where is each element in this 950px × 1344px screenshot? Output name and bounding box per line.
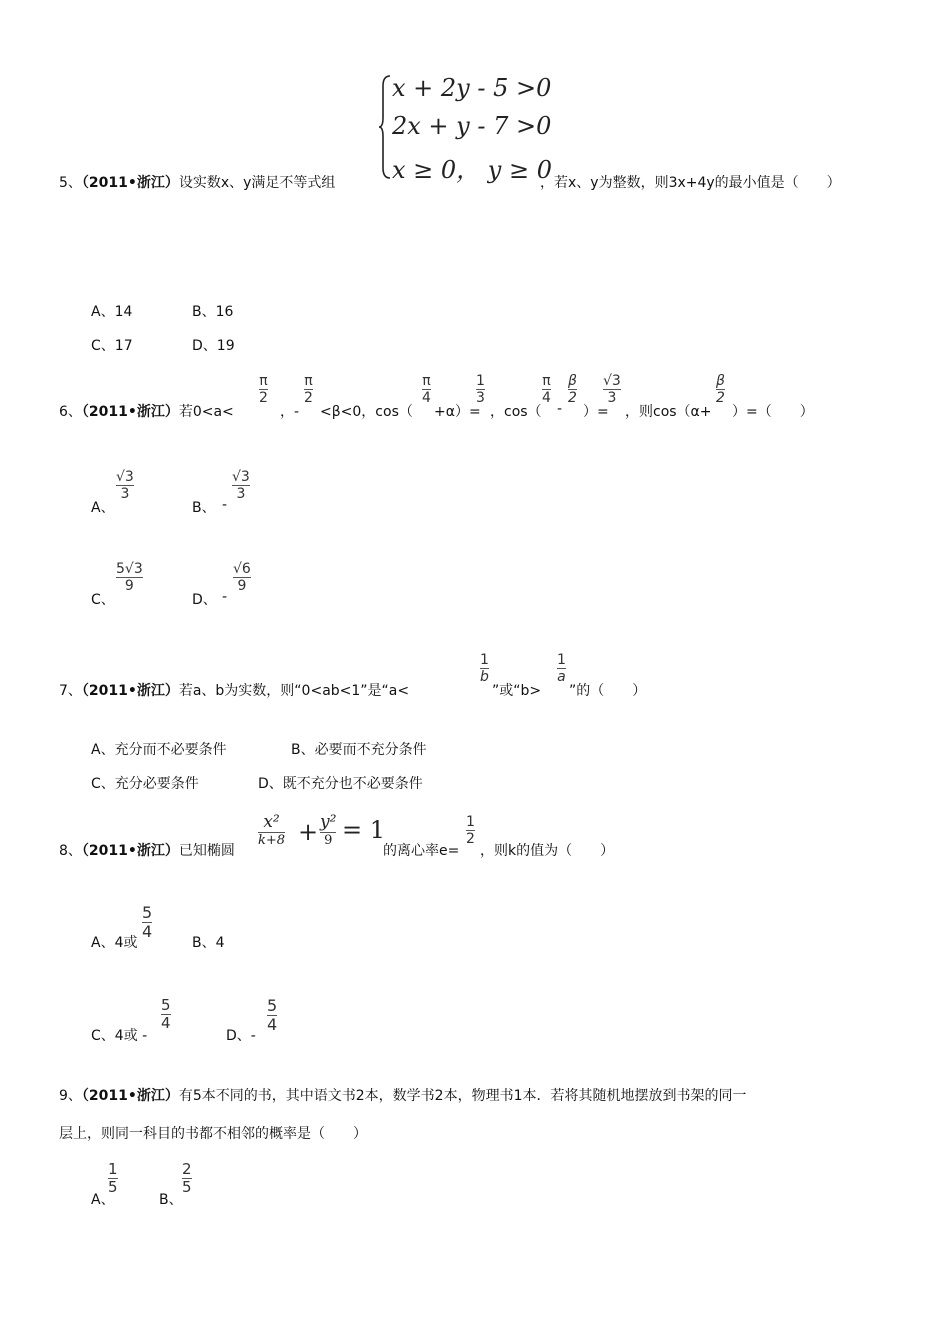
question-source: （2011•浙江） — [81, 404, 179, 420]
fraction-beta-2: β 2 — [568, 373, 577, 406]
question-number: 9、 — [59, 1088, 82, 1104]
fraction-1-2: 1 2 — [466, 814, 475, 847]
system-line-2: 2x + y - 7 >0 — [392, 112, 552, 140]
question-6-stem-1: 6、（2011•浙江）若0<a< — [59, 404, 234, 420]
fraction-1-3: 1 3 — [476, 373, 485, 406]
option-d[interactable]: D、既不充分也不必要条件 — [258, 776, 423, 792]
question-7-stem-1: 7、（2011•浙江）若a、b为实数，则“0<ab<1”是“a< — [59, 683, 410, 699]
ellipse-term-1: x² k+8 — [258, 812, 286, 848]
question-source: （2011•浙江） — [81, 843, 179, 859]
option-a[interactable]: A、充分而不必要条件 — [91, 742, 227, 758]
question-number: 5、 — [59, 175, 82, 191]
fraction-sqrt3-3: √3 3 — [603, 373, 621, 406]
fraction-beta-2: β 2 — [716, 373, 725, 406]
fraction-pi-2: π 2 — [304, 373, 313, 406]
option-b[interactable]: B、必要而不充分条件 — [291, 742, 427, 758]
fraction-pi-2: π 2 — [259, 373, 268, 406]
system-line-3: x ≥ 0， y ≥ 0 — [392, 156, 552, 184]
question-source: （2011•浙江） — [81, 1088, 179, 1104]
option-d[interactable]: D、19 — [192, 338, 235, 354]
question-9-stem-1: 9、（2011•浙江）有5本不同的书，其中语文书2本，数学书2本，物理书1本．若将其随机地摆放到书架的同一 — [59, 1088, 747, 1104]
ellipse-equals: = 1 — [342, 816, 386, 844]
fraction-pi-4: π 4 — [542, 373, 551, 406]
fraction-pi-4: π 4 — [422, 373, 431, 406]
question-5-stem — [59, 172, 335, 192]
question-source: （2011•浙江） — [81, 175, 179, 191]
system-line-1: x + 2y - 5 >0 — [392, 74, 552, 102]
question-number: 8、 — [59, 843, 82, 859]
option-b[interactable]: B、16 — [192, 304, 234, 320]
question-source: （2011•浙江） — [81, 683, 179, 699]
question-number: 6、 — [59, 404, 82, 420]
question-text: 设实数x、y满足不等式组 — [178, 175, 336, 191]
question-9-stem-2: 层上，则同一科目的书都不相邻的概率是（ ） — [59, 1126, 367, 1142]
ellipse-term-2: y² 9 — [320, 812, 337, 848]
question-8-stem-1: 8、（2011•浙江）已知椭圆 — [59, 843, 235, 859]
question-number: 7、 — [59, 683, 82, 699]
option-a[interactable]: A、14 — [91, 304, 133, 320]
option-c[interactable]: C、充分必要条件 — [91, 776, 199, 792]
fraction-1-a: 1 a — [557, 652, 566, 685]
fraction-1-b: 1 b — [480, 652, 489, 685]
option-c[interactable]: C、17 — [91, 338, 133, 354]
ellipse-plus: + — [298, 818, 319, 846]
brace-icon — [378, 74, 392, 180]
option-b[interactable]: B、4 — [192, 935, 225, 951]
question-5-stem-tail: ，若x、y为整数，则3x+4y的最小值是（ ） — [540, 175, 841, 191]
